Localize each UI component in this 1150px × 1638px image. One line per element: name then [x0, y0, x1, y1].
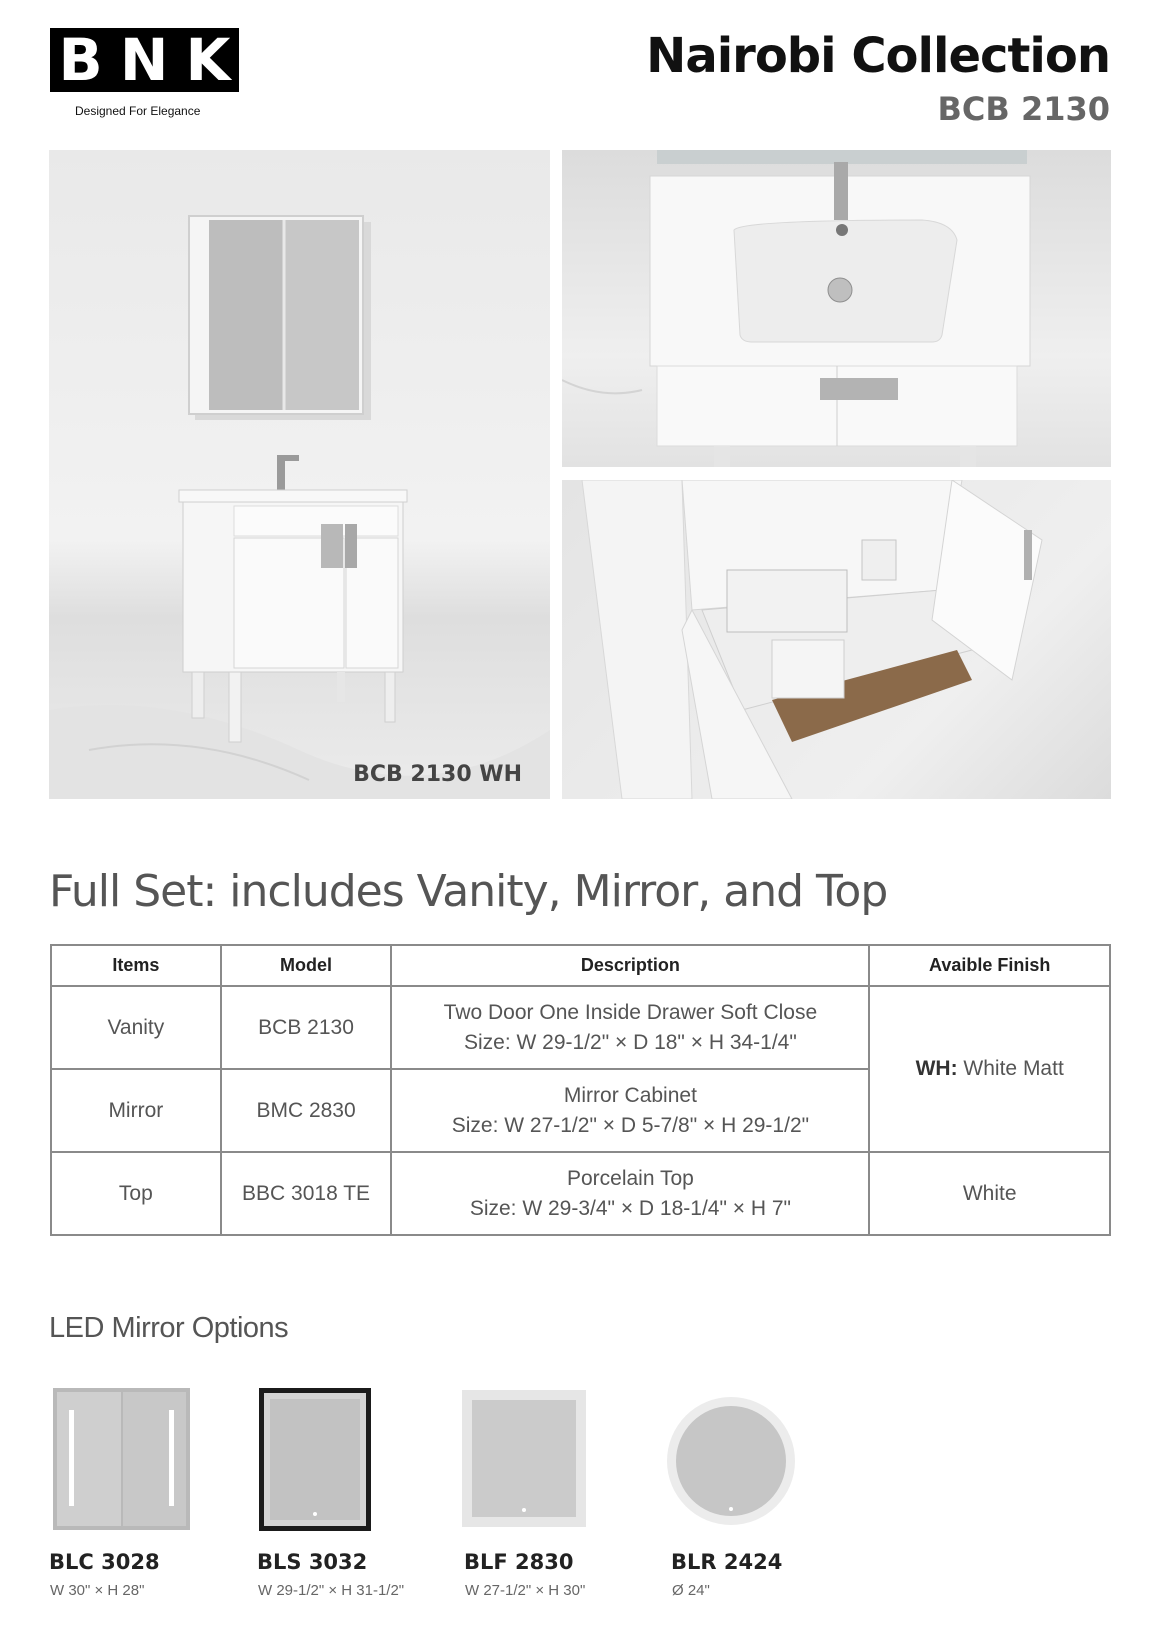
header-description: Description — [391, 945, 869, 986]
header-finish: Avaible Finish — [869, 945, 1110, 986]
table-header-row — [51, 945, 1110, 986]
row-model: BCB 2130 — [221, 986, 392, 1069]
drawer-illustration — [562, 480, 1111, 799]
product-photo-sink — [562, 150, 1111, 467]
led-option-name: BLR 2424 — [671, 1550, 783, 1574]
brand-logo — [50, 28, 239, 92]
model-code: BCB 2130 — [937, 90, 1110, 128]
brand-tagline: Designed For Elegance — [75, 104, 201, 118]
product-photo-main — [49, 150, 550, 799]
led-option-name: BLC 3028 — [49, 1550, 160, 1574]
spec-table — [50, 944, 1111, 1236]
logo-letter-k: K — [185, 26, 231, 94]
sink-illustration — [562, 150, 1111, 467]
led-mirror-round-image — [667, 1397, 795, 1525]
led-option-size: W 30" × H 28" — [50, 1582, 145, 1599]
logo-letter-b: B — [58, 26, 103, 94]
led-option-size: Ø 24" — [672, 1582, 710, 1599]
collection-title: Nairobi Collection — [646, 28, 1110, 84]
row-model: BBC 3018 TE — [221, 1152, 392, 1235]
row-item: Top — [51, 1152, 221, 1235]
header-model: Model — [221, 945, 392, 986]
led-mirror-black-frame-image — [259, 1388, 371, 1531]
product-photo-drawer — [562, 480, 1111, 799]
logo-letter-n: N — [119, 26, 169, 94]
description-size: Size: W 29-3/4" × D 18-1/4" × H 7" — [469, 1196, 791, 1220]
header-items: Items — [51, 945, 221, 986]
description-line: Two Door One Inside Drawer Soft Close — [443, 1000, 818, 1024]
description-line: Mirror Cabinet — [563, 1083, 697, 1107]
full-set-heading: Full Set: includes Vanity, Mirror, and Top — [49, 866, 888, 917]
row-item: Mirror — [51, 1069, 221, 1152]
row-description — [391, 1152, 869, 1235]
vanity-illustration — [49, 150, 550, 799]
table-row — [51, 986, 1110, 1069]
row-description — [391, 1069, 869, 1152]
finish-name: White Matt — [957, 1057, 1064, 1080]
row-finish-shared — [869, 986, 1110, 1152]
row-item: Vanity — [51, 986, 221, 1069]
led-option-size: W 29-1/2" × H 31-1/2" — [258, 1582, 405, 1599]
row-finish: White — [869, 1152, 1110, 1235]
finish-code: WH: — [915, 1057, 958, 1080]
description-size: Size: W 27-1/2" × D 5-7/8" × H 29-1/2" — [451, 1113, 810, 1137]
main-photo-caption: BCB 2130 WH — [353, 762, 522, 787]
row-model: BMC 2830 — [221, 1069, 392, 1152]
led-options-heading: LED Mirror Options — [49, 1312, 289, 1344]
description-size: Size: W 29-1/2" × D 18" × H 34-1/4" — [463, 1030, 797, 1054]
led-mirror-cabinet-image — [53, 1388, 190, 1530]
row-description — [391, 986, 869, 1069]
led-mirror-frameless-image — [462, 1390, 586, 1527]
description-line: Porcelain Top — [566, 1166, 694, 1190]
table-row — [51, 1152, 1110, 1235]
led-option-name: BLF 2830 — [464, 1550, 574, 1574]
led-option-size: W 27-1/2" × H 30" — [465, 1582, 586, 1599]
led-option-name: BLS 3032 — [257, 1550, 368, 1574]
